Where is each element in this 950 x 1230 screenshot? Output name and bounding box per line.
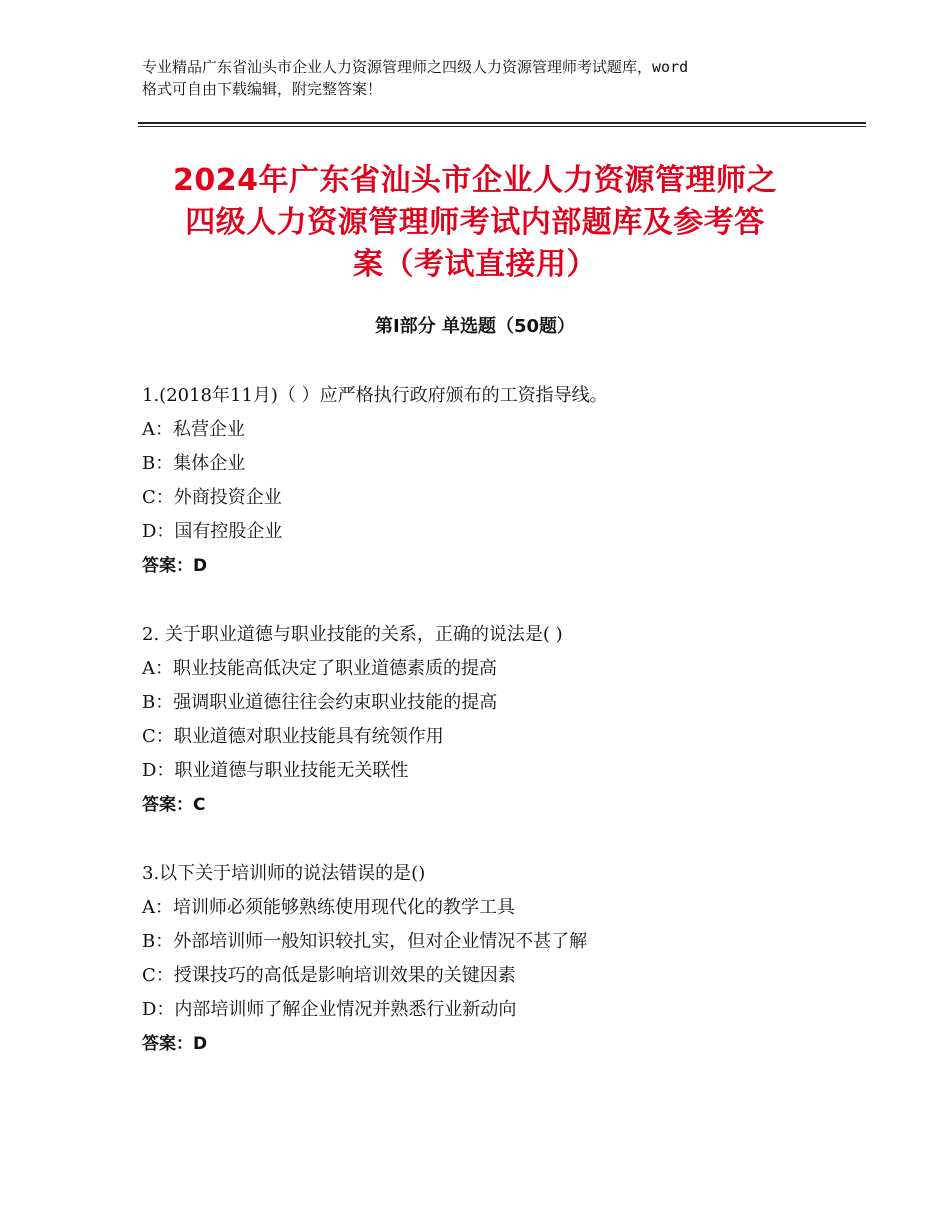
question-3 (142, 857, 862, 1061)
question-answer: 答案：D (142, 556, 208, 576)
question-answer: 答案：C (142, 795, 206, 815)
header-note (142, 56, 832, 100)
header-divider-thick (138, 122, 866, 124)
header-note-line: 专业精品广东省汕头市企业人力资源管理师之四级人力资源管理师考试题库，word (142, 58, 689, 76)
question-option-b: B：外部培训师一般知识较扎实，但对企业情况不甚了解 (142, 931, 588, 952)
question-stem: 1.(2018年11月)（ ）应严格执行政府颁布的工资指导线。 (142, 385, 608, 406)
question-2 (142, 618, 862, 822)
question-option-d: D：内部培训师了解企业情况并熟悉行业新动向 (142, 999, 517, 1020)
question-option-b: B：集体企业 (142, 453, 246, 474)
section-heading: 第Ⅰ部分 单选题（50题） (374, 316, 575, 337)
question-answer: 答案：D (142, 1034, 208, 1054)
question-option-c: C：职业道德对职业技能具有统领作用 (142, 726, 444, 747)
question-option-c: C：授课技巧的高低是影响培训效果的关键因素 (142, 965, 516, 986)
question-option-a: A：培训师必须能够熟练使用现代化的教学工具 (142, 897, 515, 918)
question-option-a: A：职业技能高低决定了职业道德素质的提高 (142, 658, 497, 679)
question-option-b: B：强调职业道德往往会约束职业技能的提高 (142, 692, 498, 713)
question-option-a: A：私营企业 (142, 419, 245, 440)
question-option-c: C：外商投资企业 (142, 487, 282, 508)
question-option-d: D：国有控股企业 (142, 521, 283, 542)
document-title-line: 案（考试直接用） (353, 247, 597, 282)
header-divider-thin (138, 126, 866, 127)
question-option-d: D：职业道德与职业技能无关联性 (142, 760, 409, 781)
document-title-line: 四级人力资源管理师考试内部题库及参考答 (185, 205, 765, 240)
document-title (100, 160, 850, 286)
question-stem: 2. 关于职业道德与职业技能的关系，正确的说法是( ) (142, 624, 563, 645)
question-stem: 3.以下关于培训师的说法错误的是() (142, 863, 426, 884)
document-title-line: 2024年广东省汕头市企业人力资源管理师之 (173, 163, 777, 198)
header-note-line: 格式可自由下载编辑，附完整答案！ (142, 80, 383, 98)
question-1 (142, 379, 862, 583)
